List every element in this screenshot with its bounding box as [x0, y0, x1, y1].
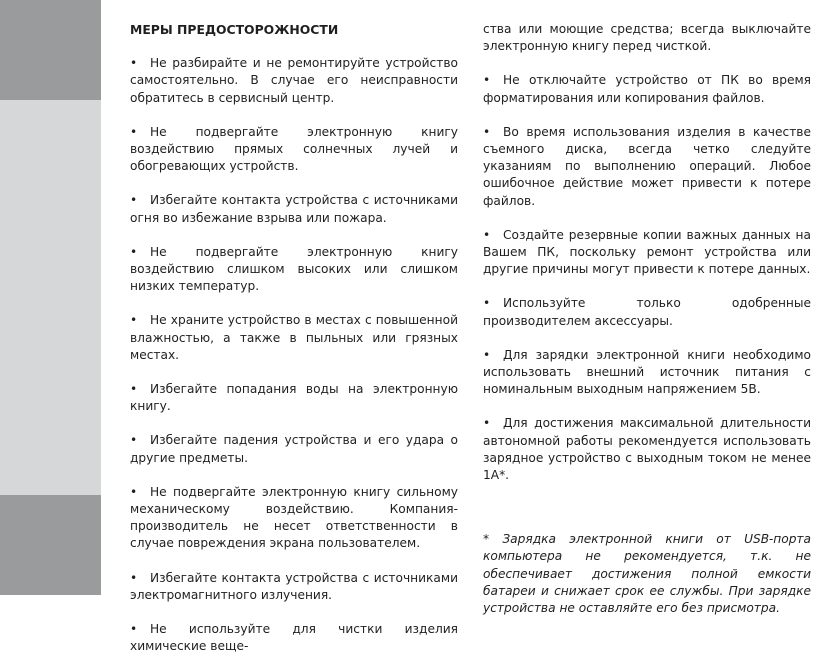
list-item-text: Не храните устройство в местах с повышенной влажностью, а также в пыльных или грязных местах. — [130, 313, 458, 362]
list-item — [130, 621, 458, 655]
bullet-icon: • — [130, 382, 138, 397]
bullet-icon: • — [483, 73, 491, 88]
bullet-icon: • — [130, 56, 138, 71]
list-item — [130, 570, 458, 604]
continued-text: ства или моющие средства; всегда выключайте электронную книгу перед чисткой. — [483, 22, 811, 54]
bullet-icon: • — [483, 124, 491, 139]
right-column — [483, 21, 811, 617]
list-item-text: Не используйте для чистки изделия химические веще- — [130, 622, 458, 654]
footnote: * Зарядка электронной книги от USB-порта компьютера не рекомендуется, т.к. не обеспечивает достижения полной емкости батареи и снижает срок ее службы. При зарядке устройства не оставляйте его без присмотра. — [483, 532, 811, 616]
list-item — [130, 124, 458, 176]
bullet-icon: • — [130, 124, 138, 139]
bullet-icon: • — [130, 570, 138, 585]
list-item — [130, 312, 458, 364]
list-item-text: Не разбирайте и не ремонтируйте устройство самостоятельно. В случае его неисправности обратитесь в сервисный центр. — [130, 56, 458, 105]
bullet-icon: • — [483, 347, 491, 362]
right-list — [483, 72, 811, 484]
bullet-icon: • — [130, 193, 138, 208]
list-item-text: Для зарядки электронной книги необходимо использовать внешний источник питания с номинальным выходным напряжением 5В. — [483, 347, 811, 397]
list-item — [483, 295, 811, 329]
bullet-icon: • — [130, 313, 138, 328]
list-item-text: Не подвергайте электронную книгу воздействию слишком высоких или слишком низких температур. — [130, 244, 458, 294]
list-item — [483, 415, 811, 484]
list-item-text: Избегайте падения устройства и его удара о другие предметы. — [130, 433, 458, 465]
list-item-text: Избегайте попадания воды на электронную книгу. — [130, 382, 458, 414]
list-item — [130, 55, 458, 107]
bullet-icon: • — [130, 244, 138, 259]
list-item — [130, 192, 458, 226]
bullet-icon: • — [483, 416, 491, 431]
list-item-text: Создайте резервные копии важных данных на Вашем ПК, поскольку ремонт устройства или другие причины могут привести к потере данных. — [483, 227, 811, 277]
list-item-text: Избегайте контакта устройства с источниками огня во избежание взрыва или пожара. — [130, 193, 458, 225]
side-band-bottom — [0, 495, 101, 595]
list-item — [483, 347, 811, 399]
list-item — [130, 381, 458, 415]
list-item-text: Для достижения максимальной длительности автономной работы рекомендуется использовать зарядное устройство с выходным током не менее 1А*. — [483, 416, 811, 483]
left-list — [130, 55, 458, 655]
list-item-text: Не подвергайте электронную книгу сильному механическому воздействию. Компания-производитель не несет ответственности в случае повреждения экрана пользователем. — [130, 484, 458, 551]
list-item-text: Используйте только одобренные производителем аксессуары. — [483, 296, 811, 328]
bullet-icon: • — [483, 227, 491, 242]
bullet-icon: • — [483, 296, 491, 311]
side-band-middle — [0, 100, 101, 495]
spacer — [483, 501, 811, 531]
list-item — [483, 227, 811, 279]
bullet-icon: • — [130, 622, 138, 637]
list-item-text: Избегайте контакта устройства с источниками электромагнитного излучения. — [130, 570, 458, 602]
list-item — [130, 484, 458, 553]
list-item — [130, 432, 458, 466]
list-item-text: Во время использования изделия в качестве съемного диска, всегда четко следуйте указаниям по выполнению операций. Любое ошибочное действие может привести к потере файлов. — [483, 124, 811, 208]
bullet-icon: • — [130, 433, 138, 448]
left-column — [130, 21, 458, 672]
list-item-text: Не подвергайте электронную книгу воздействию прямых солнечных лучей и обогревающих устройств. — [130, 124, 458, 174]
list-item — [130, 244, 458, 296]
bullet-icon: • — [130, 484, 138, 499]
page-title: МЕРЫ ПРЕДОСТОРОЖНОСТИ — [130, 22, 339, 37]
side-band-top — [0, 0, 101, 100]
list-item — [483, 124, 811, 210]
list-item-text: Не отключайте устройство от ПК во время форматирования или копирования файлов. — [483, 73, 811, 105]
list-item — [483, 72, 811, 106]
